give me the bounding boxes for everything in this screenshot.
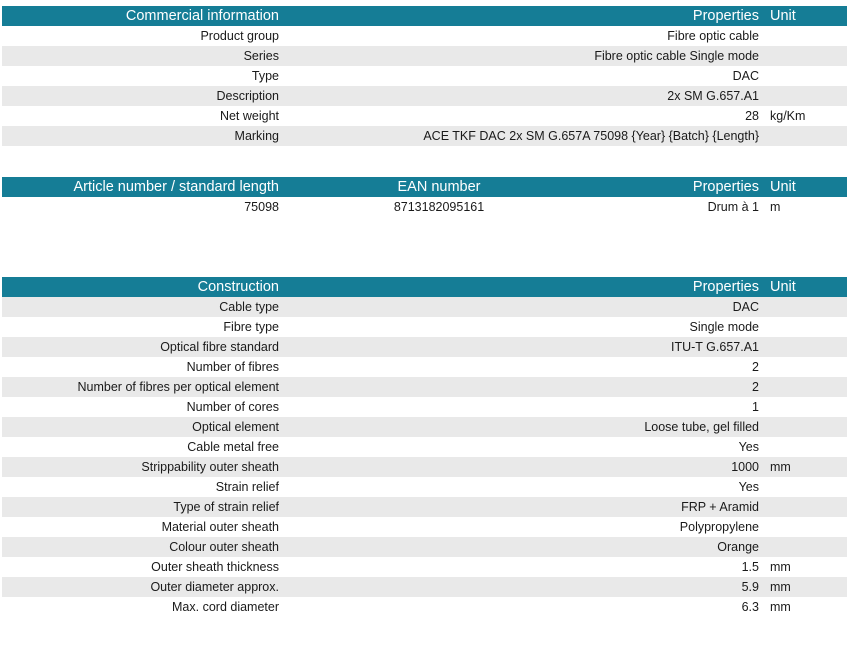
row-unit: mm	[770, 580, 791, 594]
table-row	[2, 477, 847, 497]
article-number: 75098	[244, 200, 279, 214]
article-header-unit: Unit	[770, 179, 796, 195]
row-label: Optical element	[192, 420, 279, 434]
article-header-label: Article number / standard length	[73, 179, 279, 195]
table-row	[2, 86, 847, 106]
row-label: Cable type	[219, 300, 279, 314]
table-row	[2, 417, 847, 437]
row-value: Yes	[738, 480, 759, 494]
table-row	[2, 577, 847, 597]
row-value: DAC	[732, 69, 759, 83]
row-value: Fibre optic cable	[667, 29, 759, 43]
table-row	[2, 26, 847, 46]
construction-header-unit: Unit	[770, 279, 796, 295]
row-unit: kg/Km	[770, 109, 806, 123]
row-value: 1000	[731, 460, 759, 474]
row-unit: m	[770, 200, 781, 214]
article-header-ean: EAN number	[397, 179, 481, 195]
article-header	[2, 177, 847, 197]
row-label: Type	[251, 69, 279, 83]
row-label: Marking	[234, 129, 279, 143]
row-value: 1.5	[741, 560, 759, 574]
row-value: 28	[745, 109, 759, 123]
row-value: Polypropylene	[679, 520, 759, 534]
table-row	[2, 597, 847, 617]
table-row	[2, 317, 847, 337]
row-label: Net weight	[219, 109, 279, 123]
row-label: Product group	[200, 29, 279, 43]
construction-header-label: Construction	[197, 279, 279, 295]
row-label: Series	[243, 49, 279, 63]
row-label: Description	[216, 89, 279, 103]
row-label: Cable metal free	[187, 440, 279, 454]
commercial-information-table	[2, 6, 847, 146]
row-value: 2	[752, 360, 759, 374]
row-value: 5.9	[741, 580, 759, 594]
row-value: 2x SM G.657.A1	[667, 89, 759, 103]
table-row	[2, 66, 847, 86]
row-value: 2	[752, 380, 759, 394]
table-row	[2, 297, 847, 317]
row-label: Material outer sheath	[161, 520, 279, 534]
row-label: Colour outer sheath	[169, 540, 279, 554]
commercial-header-unit: Unit	[770, 8, 796, 24]
row-value: Single mode	[689, 320, 759, 334]
commercial-header-label: Commercial information	[125, 8, 279, 24]
row-label: Outer sheath thickness	[151, 560, 279, 574]
table-row	[2, 437, 847, 457]
table-row	[2, 197, 847, 217]
row-value: Yes	[738, 440, 759, 454]
table-row	[2, 497, 847, 517]
row-label: Type of strain relief	[173, 500, 279, 514]
row-label: Fibre type	[223, 320, 279, 334]
construction-header-properties: Properties	[692, 279, 759, 295]
row-value: 6.3	[741, 600, 759, 614]
row-value: 1	[752, 400, 759, 414]
row-label: Strippability outer sheath	[141, 460, 279, 474]
table-row	[2, 377, 847, 397]
row-value: Fibre optic cable Single mode	[594, 49, 759, 63]
ean-number: 8713182095161	[393, 200, 485, 214]
article-number-table	[2, 177, 847, 217]
row-unit: mm	[770, 600, 791, 614]
table-row	[2, 357, 847, 377]
row-value: ITU-T G.657.A1	[671, 340, 759, 354]
row-value: Drum à 1	[707, 200, 759, 214]
table-row	[2, 517, 847, 537]
commercial-header	[2, 6, 847, 26]
table-row	[2, 397, 847, 417]
commercial-header-properties: Properties	[692, 8, 759, 24]
row-value: DAC	[732, 300, 759, 314]
row-label: Number of fibres per optical element	[77, 380, 279, 394]
row-label: Number of fibres	[186, 360, 279, 374]
construction-header	[2, 277, 847, 297]
row-label: Max. cord diameter	[172, 600, 279, 614]
row-value: FRP + Aramid	[681, 500, 759, 514]
table-row	[2, 457, 847, 477]
row-value: ACE TKF DAC 2x SM G.657A 75098 {Year} {Batch} {Length}	[423, 129, 759, 143]
table-row	[2, 46, 847, 66]
table-row	[2, 537, 847, 557]
row-label: Number of cores	[186, 400, 279, 414]
table-row	[2, 126, 847, 146]
table-row	[2, 557, 847, 577]
row-value: Orange	[717, 540, 759, 554]
row-unit: mm	[770, 560, 791, 574]
row-value: Loose tube, gel filled	[644, 420, 759, 434]
row-label: Outer diameter approx.	[150, 580, 279, 594]
row-unit: mm	[770, 460, 791, 474]
table-row	[2, 337, 847, 357]
article-header-properties: Properties	[692, 179, 759, 195]
row-label: Optical fibre standard	[160, 340, 279, 354]
construction-table	[2, 277, 847, 617]
table-row	[2, 106, 847, 126]
row-label: Strain relief	[215, 480, 279, 494]
